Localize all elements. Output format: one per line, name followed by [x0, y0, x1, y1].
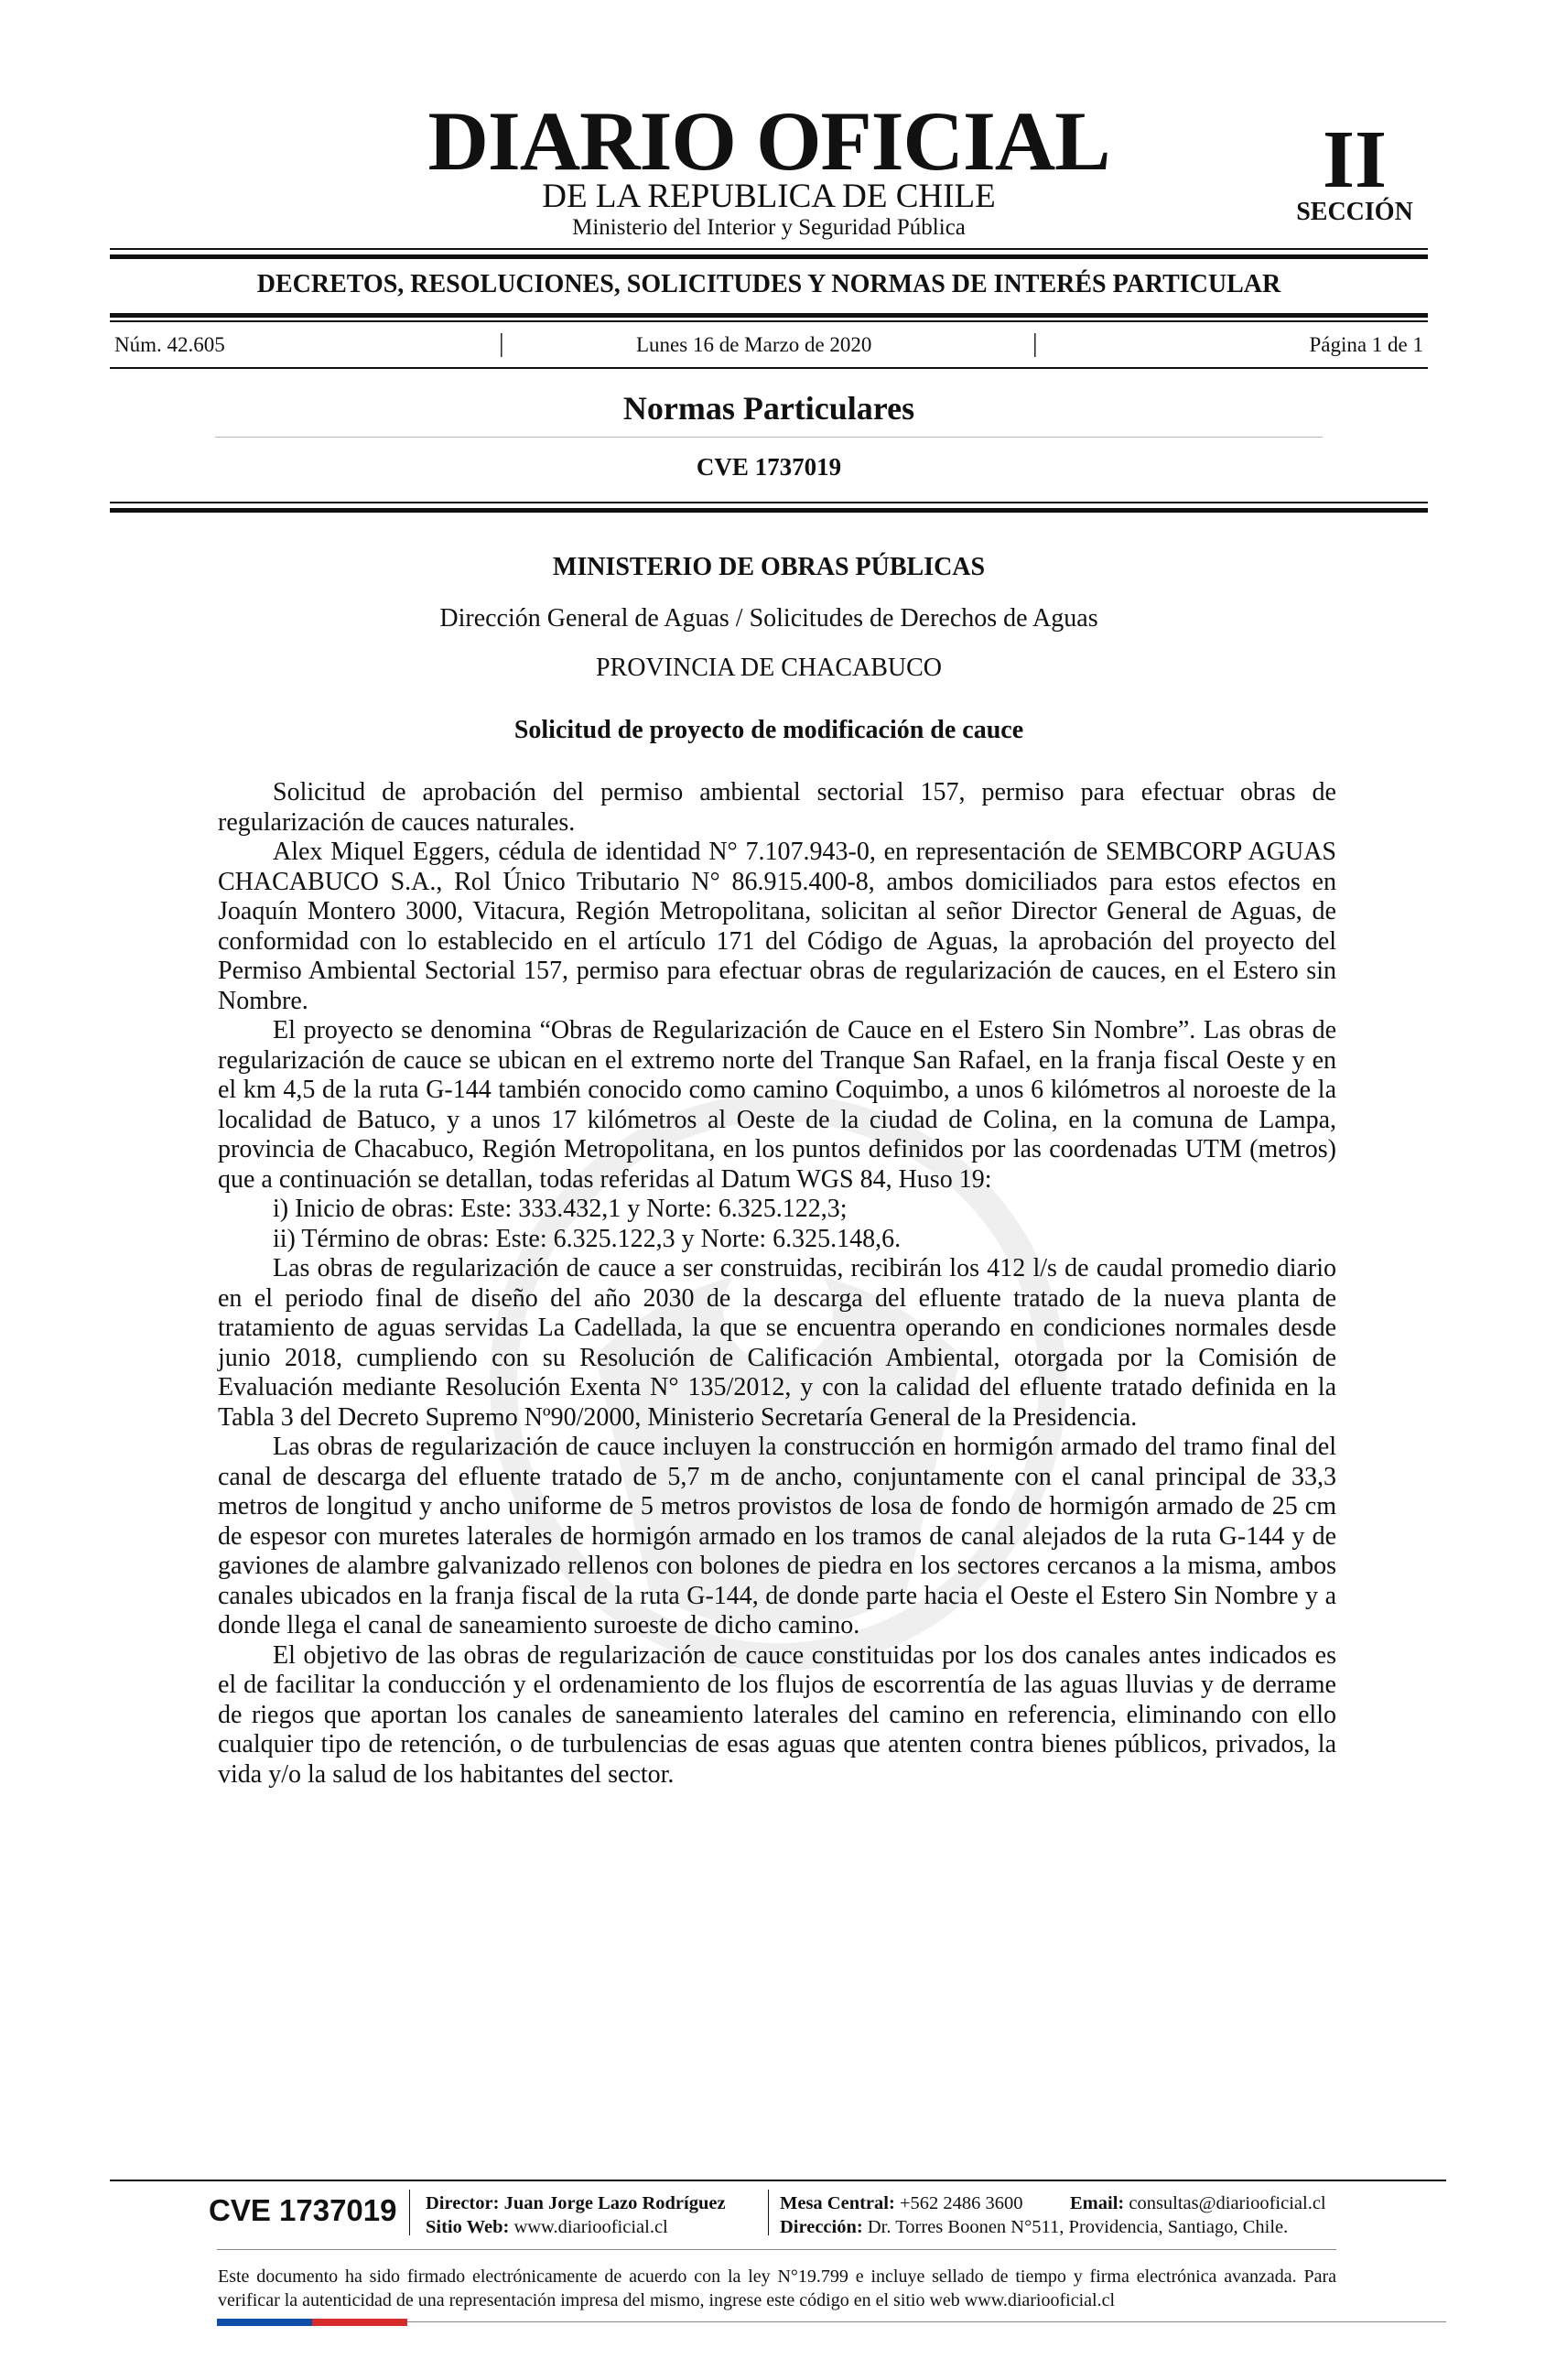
- document-title: Solicitud de proyecto de modificación de cauce: [513, 716, 1024, 744]
- normas-title: Normas Particulares: [622, 390, 915, 427]
- footer-divider-2: [768, 2190, 769, 2235]
- footer-rule-middle: [217, 2249, 1336, 2250]
- separator-right: |: [1032, 330, 1038, 358]
- normas-underline: [215, 437, 1323, 438]
- masthead-rule-top: [110, 248, 1428, 250]
- footer-director: [426, 2194, 726, 2213]
- footer-divider-1: [409, 2190, 410, 2235]
- cve-code: CVE 1737019: [696, 453, 842, 481]
- paragraph: Solicitud de aprobación del permiso ambiental sectorial 157, permiso para efectuar obras de regularización de cauces naturales.: [218, 778, 1336, 837]
- footer-phone: [780, 2194, 1023, 2213]
- issue-date: Lunes 16 de Marzo de 2020: [636, 333, 872, 356]
- masthead-ministry: Ministerio del Interior y Seguridad Pública: [572, 215, 966, 240]
- footer-website: [426, 2218, 668, 2237]
- coordinate-item-end: ii) Término de obras: Este: 6.325.122,3 y Norte: 6.325.148,6.: [273, 1224, 902, 1253]
- director-name: Juan Jorge Lazo Rodríguez: [503, 2193, 726, 2213]
- masthead-title: DIARIO OFICIAL: [427, 94, 1110, 188]
- paragraph: El objetivo de las obras de regularización de cauce constituidas por los dos canales antes indicados es el de facilitar la conducción y el ordenamiento de los flujos de escorrentía de las aguas lluvias y de derrame de riegos que aportan los canales de saneamiento laterales del camino en referencia, eliminando con ello cualquier tipo de retención, o de turbulencias de esas aguas que atenten contra bienes públicos, privados, la vida y/o la salud de los habitantes del sector.: [218, 1640, 1336, 1789]
- paragraph: El proyecto se denomina “Obras de Regularización de Cauce en el Estero Sin Nombre”. Las obras de regularización de cauce se ubican en el extremo norte del Tranque San Rafael, en la franja fiscal Oeste y en el km 4,5 de la ruta G-144 también conocido como camino Coquimbo, a unos 6 kilómetros al noroeste de la localidad de Batuco, y a unos 17 kilómetros al Oeste de la ciudad de Colina, en la comuna de Lampa, provincia de Chacabuco, Región Metropolitana, en los puntos definidos por las coordenadas UTM (metros) que a continuación se detallan, todas referidas al Datum WGS 84, Huso 19:: [218, 1016, 1336, 1194]
- address-text: Dr. Torres Boonen N°511, Providencia, Santiago, Chile.: [867, 2217, 1289, 2237]
- footer-authenticity-note: Este documento ha sido firmado electrónicamente de acuerdo con la ley N°19.799 e incluye sellado de tiempo y firma electrónica avanzada. Para verificar la autenticidad de una representación impresa del mismo, ingrese este código en el sitio web www.diariooficial.cl: [218, 2266, 1336, 2310]
- footer-email: [1070, 2194, 1326, 2213]
- flag-blue-stripe: [217, 2319, 312, 2326]
- paragraph: Las obras de regularización de cauce a ser construidas, recibirán los 412 l/s de caudal promedio diario en el periodo final de diseño del año 2030 de la descarga del efluente tratado de la nueva planta de tratamiento de aguas servidas La Cadellada, la que se encuentra operando en condiciones normales desde junio 2018, cumpliendo con su Resolución de Calificación Ambiental, otorgada por la Comisión de Evaluación mediante Resolución Exenta N° 135/2012, y con la calidad del efluente tratado definida en la Tabla 3 del Decreto Supremo Nº90/2000, Ministerio Secretaría General de la Presidencia.: [218, 1254, 1336, 1432]
- footer-rule-bottom: [407, 2321, 1446, 2322]
- coordinate-item-start: i) Inicio de obras: Este: 333.432,1 y Norte: 6.325.122,3;: [273, 1195, 848, 1223]
- category-heading: DECRETOS, RESOLUCIONES, SOLICITUDES Y NORMAS DE INTERÉS PARTICULAR: [256, 270, 1281, 298]
- info-row-rule: [110, 367, 1428, 369]
- section-number: II: [1322, 114, 1388, 205]
- section-label: SECCIÓN: [1296, 198, 1413, 226]
- document-province: PROVINCIA DE CHACABUCO: [595, 654, 943, 682]
- cve-rule-top: [110, 502, 1428, 503]
- category-rule-top: [110, 313, 1428, 318]
- website-label: Sitio Web:: [426, 2217, 510, 2237]
- issue-number: Núm. 42.605: [114, 333, 225, 356]
- cve-rule-bottom: [110, 508, 1428, 513]
- director-label: Director:: [426, 2193, 500, 2213]
- document-ministry: MINISTERIO DE OBRAS PÚBLICAS: [552, 553, 986, 581]
- address-label: Dirección:: [780, 2217, 863, 2237]
- phone-label: Mesa Central:: [780, 2193, 895, 2213]
- document-department: Dirección General de Aguas / Solicitudes de Derechos de Aguas: [439, 604, 1098, 633]
- flag-red-stripe: [312, 2319, 407, 2326]
- flag-stripe: [217, 2319, 407, 2326]
- page-indicator: Página 1 de 1: [1309, 333, 1423, 356]
- masthead-subtitle: DE LA REPUBLICA DE CHILE: [542, 178, 996, 215]
- email-label: Email:: [1070, 2193, 1125, 2213]
- footer-rule-top: [110, 2180, 1446, 2181]
- paragraph: Alex Miquel Eggers, cédula de identidad N° 7.107.943-0, en representación de SEMBCORP AGUAS CHACABUCO S.A., Rol Único Tributario N° 86.915.400-8, ambos domiciliados para estos efectos en Joaquín Montero 3000, Vitacura, Región Metropolitana, solicitan al señor Director General de Aguas, de conformidad con lo establecido en el artículo 171 del Código de Aguas, la aprobación del proyecto del Permiso Ambiental Sectorial 157, permiso para efectuar obras de regularización de cauces, en el Estero sin Nombre.: [218, 838, 1336, 1015]
- category-rule-bottom: [110, 320, 1428, 322]
- separator-left: |: [499, 330, 504, 358]
- paragraph: Las obras de regularización de cauce incluyen la construcción en hormigón armado del tramo final del canal de descarga del efluente tratado de 5,7 m de ancho, conjuntamente con el canal principal de 33,3 metros de longitud y ancho uniforme de 5 metros provistos de losa de fondo de hormigón armado de 25 cm de espesor con muretes laterales de hormigón armado en los tramos de canal alejados de la ruta G-144 y de gaviones de alambre galvanizado rellenos con bolones de piedra en los sectores cercanos a la misma, ambos canales ubicados en la franja fiscal de la ruta G-144, de donde parte hacia el Oeste el Estero Sin Nombre y a donde llega el canal de saneamiento suroeste de dicho camino.: [218, 1433, 1336, 1639]
- masthead-rule-bottom: [110, 254, 1428, 259]
- footer-address: [780, 2218, 1288, 2237]
- footer-cve-code: CVE 1737019: [209, 2193, 397, 2227]
- document-body: [218, 778, 1336, 1790]
- website-link[interactable]: www.diariooficial.cl: [513, 2217, 668, 2237]
- phone-number: +562 2486 3600: [899, 2193, 1023, 2213]
- email-link[interactable]: consultas@diariooficial.cl: [1129, 2193, 1326, 2213]
